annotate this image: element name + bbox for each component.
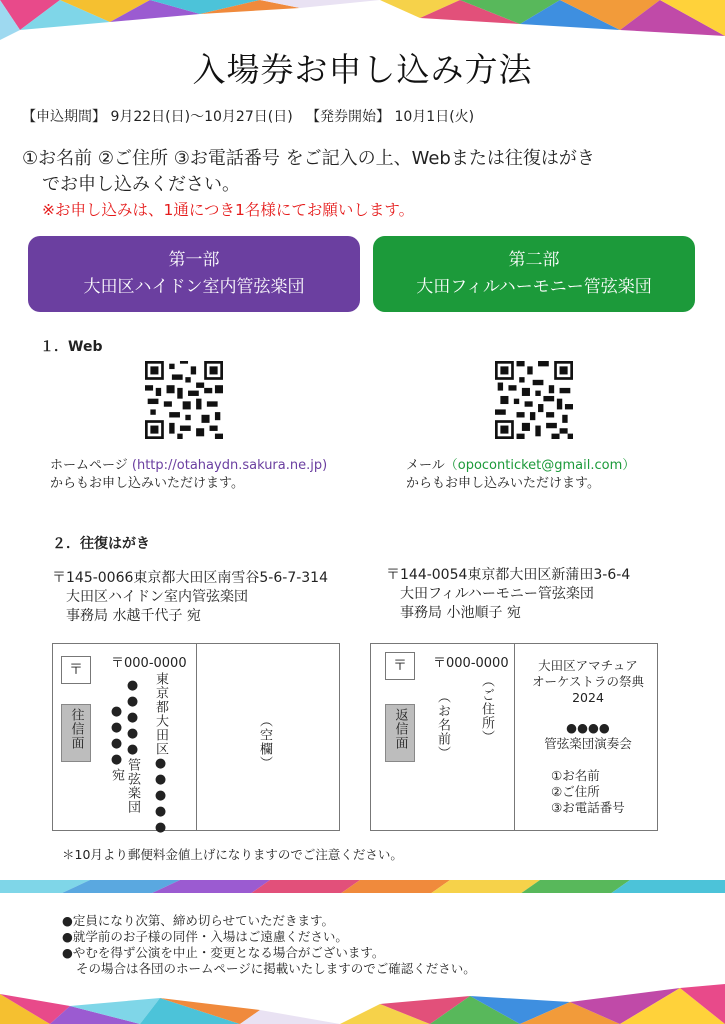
first-part-orchestra: 大田区ハイドン室内管弦楽団 xyxy=(83,277,305,297)
top-decoration xyxy=(0,0,725,40)
postmark-box: 〒 xyxy=(61,656,91,684)
homepage-prefix: ホームページ xyxy=(50,458,128,473)
page-title: 入場券お申し込み方法 xyxy=(192,50,533,89)
event-line2: オーケストラの祭典 xyxy=(531,674,644,689)
bottom-decoration xyxy=(0,984,725,1024)
homepage-link[interactable]: (http://otahaydn.sakura.ne.jp) xyxy=(131,458,328,473)
postcard-heading: ２．往復はがき xyxy=(52,536,150,552)
return-postcard xyxy=(370,643,658,831)
postcard-divider xyxy=(514,644,515,830)
return-name-column: （お名前） xyxy=(435,690,450,760)
event-dots: ●●●● xyxy=(566,720,610,735)
issue-date: 10月1日(火) xyxy=(394,109,475,125)
blank-area: （空欄） xyxy=(257,714,272,770)
web-heading: １．Web xyxy=(40,339,103,355)
issue-label: 【発券開始】 xyxy=(306,109,391,125)
left-address-line2: 大田区ハイドン室内管弦楽団 xyxy=(66,589,248,605)
event-concert: 管弦楽団演奏会 xyxy=(544,736,632,751)
email-suffix: からもお申し込みいただけます。 xyxy=(406,476,600,491)
postage-note: ＊10月より郵便料金値上げになりますのでご注意ください。 xyxy=(62,847,403,862)
return-zip: 〒000-0000 xyxy=(433,656,509,671)
instructions xyxy=(22,146,712,198)
apply-label: 【申込期間】 xyxy=(22,109,106,125)
second-part-label: 第二部 xyxy=(508,250,560,270)
second-part-orchestra: 大田フィルハーモニー管弦楽団 xyxy=(416,277,652,297)
one-per-person-note: ※お申し込みは、1通につき1名様にてお願いします。 xyxy=(42,201,415,219)
notice-capacity: ●定員になり次第、締め切らせていただきます。 xyxy=(62,913,335,928)
outgoing-address-column: 東京都大田区●●●●● xyxy=(153,672,168,836)
instructions-line1: ①お名前 ②ご住所 ③お電話番号 をご記入の上、Webまたは往復はがき xyxy=(22,148,595,169)
left-address-line3: 事務局 水越千代子 宛 xyxy=(66,608,201,624)
return-address-column: （ご住所） xyxy=(479,674,494,744)
outgoing-zip: 〒000-0000 xyxy=(111,656,187,671)
notice-children: ●就学前のお子様の同伴・入場はご遠慮ください。 xyxy=(62,929,348,944)
outgoing-postcard xyxy=(52,643,340,836)
right-address xyxy=(386,566,630,623)
left-address-line1: 〒145-0066東京都大田区南雪谷5-6-7-314 xyxy=(52,570,329,586)
right-address-line2: 大田フィルハーモニー管弦楽団 xyxy=(400,586,594,602)
outgoing-recipient-column: ●●●●宛 xyxy=(109,704,124,782)
event-line1: 大田区アマチュア xyxy=(538,658,638,673)
application-period xyxy=(22,106,474,126)
required-item-address: ②ご住所 xyxy=(551,784,600,799)
instructions-line2: でお申し込みください。 xyxy=(42,174,240,195)
postmark-box: 〒 xyxy=(385,652,415,680)
notice-cancellation: ●やむを得ず公演を中止・変更となる場合がございます。 xyxy=(62,945,385,960)
return-event-block xyxy=(519,658,657,752)
email-text xyxy=(406,457,635,493)
homepage-suffix: からもお申し込みいただけます。 xyxy=(50,476,244,491)
notice-homepage: その場合は各団のホームページに掲載いたしますのでご確認ください。 xyxy=(76,961,476,976)
required-item-name: ①お名前 xyxy=(551,768,600,783)
qr-code-icon-left[interactable] xyxy=(145,361,223,439)
qr-code-icon-right[interactable] xyxy=(495,361,573,439)
postcard-divider xyxy=(196,644,197,830)
notice-list xyxy=(62,913,662,977)
outgoing-label: 往信面 xyxy=(61,704,91,762)
apply-range: 9月22日(日)～10月27日(日) xyxy=(110,109,293,125)
right-address-line3: 事務局 小池順子 宛 xyxy=(400,605,521,621)
return-required-items xyxy=(551,768,625,816)
right-address-line1: 〒144-0054東京都大田区新蒲田3-6-4 xyxy=(386,567,631,583)
return-label: 返信面 xyxy=(385,704,415,762)
middle-decoration xyxy=(0,879,725,893)
first-part-label: 第一部 xyxy=(168,250,220,270)
event-line3: 2024 xyxy=(572,690,604,705)
homepage-text xyxy=(50,457,327,493)
required-item-phone: ③お電話番号 xyxy=(551,800,625,815)
email-prefix: メール xyxy=(406,458,445,473)
left-address xyxy=(52,569,328,626)
outgoing-orchestra-column: ●●●●●管弦楽団 xyxy=(125,678,140,814)
email-link[interactable]: （opoconticket@gmail.com） xyxy=(444,458,636,473)
first-part-banner xyxy=(28,236,360,312)
second-part-banner xyxy=(373,236,695,312)
